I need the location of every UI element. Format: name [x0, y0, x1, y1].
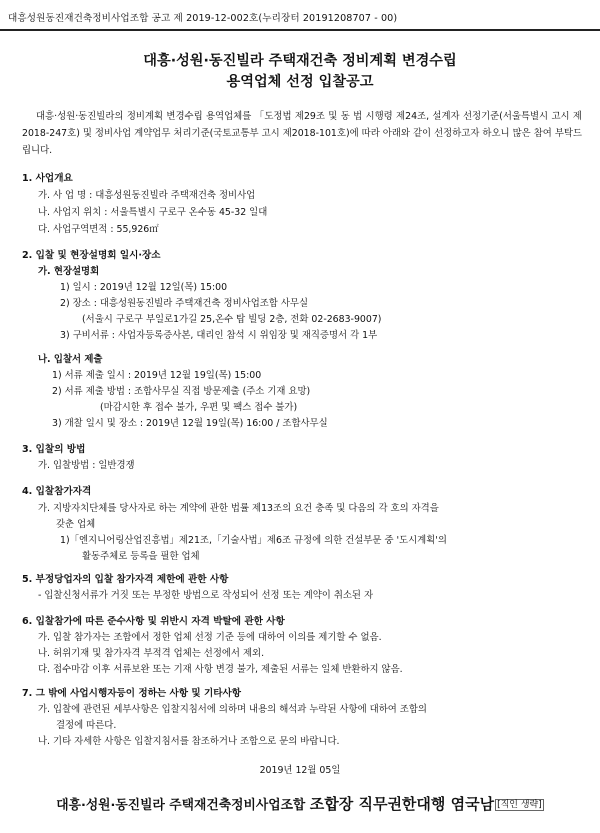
- section-7-item: 가. 입찰에 관련된 세부사항은 입찰지침서에 의하며 내용의 해석과 누락된 사항에 대하여 조합의: [38, 704, 427, 715]
- section-2-a-item: 1) 일시 : 2019년 12월 12일(목) 15:00: [60, 282, 228, 293]
- section-6-item: 나. 허위기재 및 참가자격 부적격 업체는 선정에서 제외.: [38, 648, 265, 659]
- section-5-item: - 입찰신청서류가 거짓 또는 부정한 방법으로 작성되어 선정 또는 계약이 취소된 자: [38, 590, 374, 601]
- section-2-b-item: 3) 개찰 일시 및 장소 : 2019년 12월 19일(목) 16:00 / 조합사무실: [52, 418, 328, 429]
- section-6-item: 가. 입찰 참가자는 조합에서 정한 업체 선정 기준 등에 대하여 이의를 제기할 수 없음.: [38, 632, 382, 643]
- signature-line: [0, 793, 600, 814]
- section-6-heading: 6. 입찰참가에 따른 준수사항 및 위반시 자격 박탈에 관한 사항: [22, 616, 285, 627]
- section-4-item: 활동주체로 등록을 필한 업체: [82, 551, 200, 562]
- signature-chief: 조합장 직무권한대행 염국남: [309, 795, 495, 813]
- section-4-item: 가. 지방자치단체를 당사자로 하는 계약에 관한 법률 제13조의 요건 충족 및 다음의 각 호의 자격을: [38, 503, 439, 514]
- section-4-item: 1)「엔지니어링산업진흥법」제21조,「기술사법」제6조 규정에 의한 건설부문 중 '도시계획'의: [60, 535, 447, 546]
- page-subtitle: 용역업체 선정 입찰공고: [226, 74, 374, 90]
- section-1-item: 다. 사업구역면적 : 55,926㎡: [38, 224, 159, 235]
- notice-number: 대흥성원동진재건축정비사업조합 공고 제 2019-12-002호(누리장터 20191208707 - 00): [8, 13, 398, 24]
- section-2-b-item: 1) 서류 제출 일시 : 2019년 12월 19일(목) 15:00: [52, 370, 262, 381]
- seal-omitted-note: [직인 생략]: [497, 800, 542, 810]
- section-3-item: 가. 입찰방법 : 일반경쟁: [38, 460, 135, 471]
- section-6-item: 다. 접수마감 이후 서류보완 또는 기재 사항 변경 불가, 제출된 서류는 일체 반환하지 않음.: [38, 664, 403, 675]
- section-3-heading: 3. 입찰의 방법: [22, 444, 86, 455]
- header-divider: [0, 29, 600, 31]
- section-4-heading: 4. 입찰참가자격: [22, 486, 92, 497]
- section-2-heading: 2. 입찰 및 현장설명회 일시·장소: [22, 250, 161, 261]
- section-4-item: 갖춘 업체: [56, 519, 96, 530]
- section-2-sub-b: 나. 입찰서 제출: [38, 354, 103, 365]
- section-2-a-item: 3) 구비서류 : 사업자등록증사본, 대리인 참석 시 위임장 및 재직증명서 각 1부: [60, 330, 378, 341]
- signature-org: 대흥·성원·동진빌라 주택재건축정비사업조합: [56, 798, 306, 813]
- section-1-item: 가. 사 업 명 : 대흥성원동진빌라 주택재건축 정비사업: [38, 190, 256, 201]
- section-7-item: 결정에 따른다.: [56, 720, 117, 731]
- section-2-b-item: 2) 서류 제출 방법 : 조합사무실 직접 방문제출 (주소 기재 요망): [52, 386, 311, 397]
- section-2-b-item: (마감시한 후 접수 불가, 우편 및 팩스 접수 불가): [100, 402, 298, 413]
- section-2-sub-a: 가. 현장설명회: [38, 266, 100, 277]
- section-7-item: 나. 기타 자세한 사항은 입찰지침서를 참조하거나 조합으로 문의 바랍니다.: [38, 736, 340, 747]
- section-1-item: 나. 사업지 위치 : 서울특별시 구로구 온수동 45-32 일대: [38, 207, 268, 218]
- notice-date: 2019년 12월 05일: [259, 765, 341, 776]
- section-7-heading: 7. 그 밖에 사업시행자등이 정하는 사항 및 기타사항: [22, 688, 242, 699]
- section-1-heading: 1. 사업개요: [22, 173, 73, 184]
- intro-paragraph: 대흥·성원·동진빌라의 정비계획 변경수립 용역업체를 「도정법 제29조 및 동 법 시행령 제24조, 설계자 선정기준(서울특별시 고시 제2018-247호) 및 정비사업 계약업무 처리기준(국토교통부 고시 제2018-101호)에 따라 아래와 같이 선정하고자 하오니 많은 참여 부탁드립니다.: [22, 111, 582, 156]
- page-title: 대흥·성원·동진빌라 주택재건축 정비계획 변경수립: [143, 53, 457, 69]
- section-2-a-item: 2) 장소 : 대흥성원동진빌라 주택재건축 정비사업조합 사무실: [60, 298, 309, 309]
- section-2-a-item: (서울시 구로구 부일로1가길 25,온수 탑 빌딩 2층, 전화 02-2683-9007): [82, 314, 382, 325]
- section-5-heading: 5. 부정당업자의 입찰 참가자격 제한에 관한 사항: [22, 574, 229, 585]
